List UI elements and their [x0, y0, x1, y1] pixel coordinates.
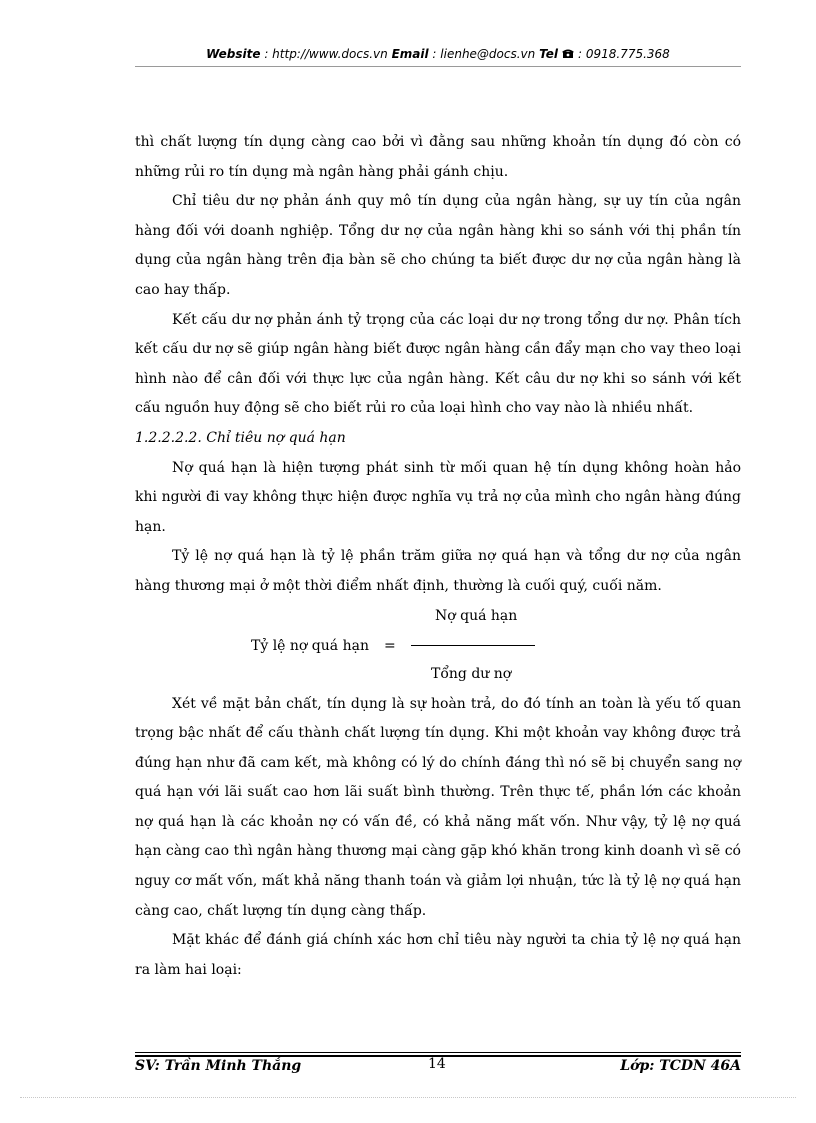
page-number: 14: [428, 1056, 446, 1072]
paragraph: Mặt khác để đánh giá chính xác hơn chỉ tiêu này người ta chia tỷ lệ nợ quá hạn ra làm hai loại:: [135, 932, 741, 978]
telephone-icon: [562, 47, 574, 63]
email-value: : lienhe@docs.vn: [428, 47, 540, 61]
formula-lhs: Tỷ lệ nợ quá hạn: [251, 637, 369, 654]
tel-label: Tel: [539, 47, 563, 61]
website-label: Website: [206, 47, 261, 61]
paragraph: Kết cấu dư nợ phản ánh tỷ trọng của các loại dư nợ trong tổng dư nợ. Phân tích kết cấu dư nợ sẽ giúp ngân hàng biết được ngân hàng cần đẩy mạn cho vay theo loại hình nào để cân đối với thực lực của ngân hàng. Kết câu dư nợ khi so sánh với kết cấu nguồn huy động sẽ cho biết rủi ro của loại hình cho vay nào là nhiều nhất.: [135, 311, 741, 417]
paragraph: Tỷ lệ nợ quá hạn là tỷ lệ phần trăm giữa nợ quá hạn và tổng dư nợ của ngân hàng thương mại ở một thời điểm nhất định, thường là cuối quý, cuối năm.: [135, 548, 741, 594]
page-bottom-border: [20, 1097, 796, 1098]
section-heading: 1.2.2.2.2. Chỉ tiêu nợ quá hạn: [135, 429, 346, 446]
paragraph: Nợ quá hạn là hiện tượng phát sinh từ mối quan hệ tín dụng không hoàn hảo khi người đi vay không thực hiện được nghĩa vụ trả nợ của mình cho ngân hàng đúng hạn.: [135, 459, 741, 535]
fraction-bar: [411, 645, 535, 646]
page-header: [135, 46, 741, 63]
formula: [135, 602, 741, 690]
formula-numerator: Nợ quá hạn: [435, 607, 518, 624]
document-body: [135, 128, 741, 985]
footer-class: Lớp: TCDN 46A: [620, 1058, 741, 1074]
paragraph: Chỉ tiêu dư nợ phản ánh quy mô tín dụng của ngân hàng, sự uy tín của ngân hàng đối với doanh nghiệp. Tổng dư nợ của ngân hàng khi so sánh với thị phần tín dụng của ngân hàng trên địa bàn sẽ cho chúng ta biết được dư nợ của ngân hàng là cao hay thấp.: [135, 193, 741, 298]
header-rule: [135, 66, 741, 67]
formula-equals: =: [384, 637, 396, 654]
tel-value: : 0918.775.368: [574, 47, 670, 61]
paragraph: Xét về mặt bản chất, tín dụng là sự hoàn trả, do đó tính an toàn là yếu tố quan trọng bậc nhất để cấu thành chất lượng tín dụng. Khi một khoản vay không được trả đúng hạn như đã cam kết, mà không có lý do chính đáng thì nó sẽ bị chuyển sang nợ quá hạn với lãi suất cao hơn lãi suất bình thường. Trên thực tế, phần lớn các khoản nợ quá hạn là các khoản nợ có vấn đề, có khả năng mất vốn. Như vậy, tỷ lệ nợ quá hạn càng cao thì ngân hàng thương mại càng gặp khó khăn trong kinh doanh vì sẽ có nguy cơ mất vốn, mất khả năng thanh toán và giảm lợi nhuận, tức là tỷ lệ nợ quá hạn càng cao, chất lượng tín dụng càng thấp.: [135, 695, 741, 919]
footer-rule: [135, 1052, 741, 1053]
email-label: Email: [391, 47, 429, 61]
footer-student: SV: Trần Minh Thắng: [135, 1058, 302, 1074]
website-value: : http://www.docs.vn: [260, 47, 392, 61]
formula-denominator: Tổng dư nợ: [431, 665, 512, 682]
paragraph: thì chất lượng tín dụng càng cao bởi vì đằng sau những khoản tín dụng đó còn có những rủi ro tín dụng mà ngân hàng phải gánh chịu.: [135, 134, 741, 180]
